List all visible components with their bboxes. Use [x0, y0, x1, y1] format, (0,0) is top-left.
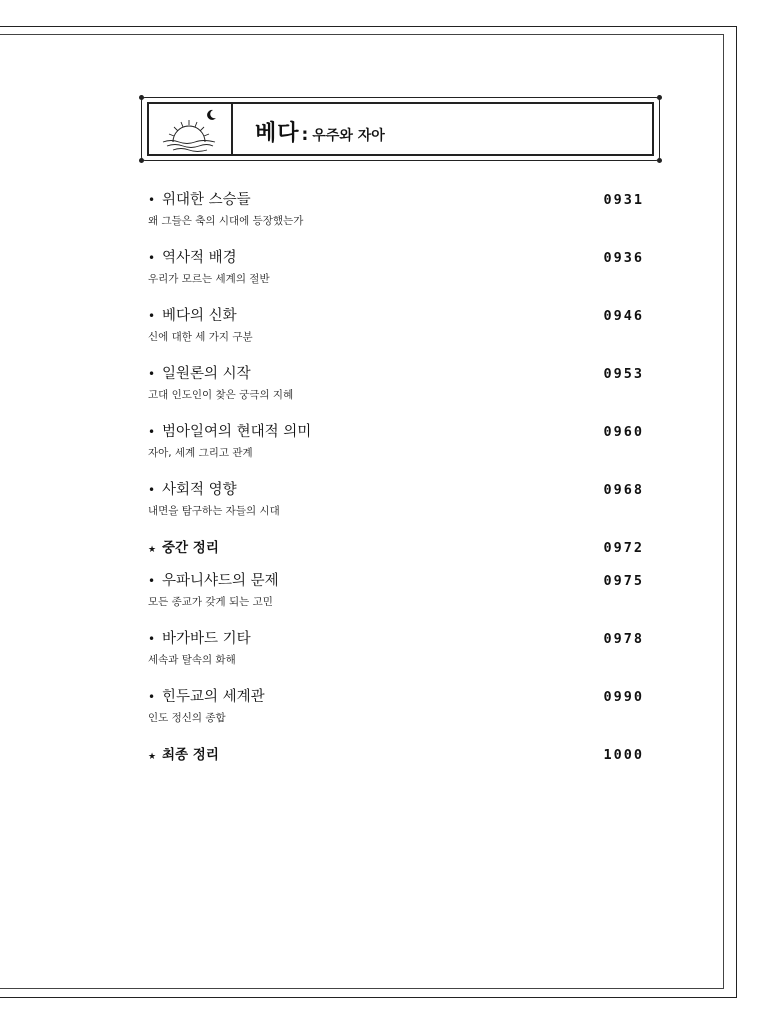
toc-page-number: 0968: [603, 482, 644, 498]
toc-entry[interactable]: [148, 743, 644, 765]
chapter-title-colon: :: [301, 125, 309, 145]
toc-page-number: 0972: [603, 540, 644, 556]
toc-entry-title: 베다의 신화: [162, 308, 237, 324]
toc-entry-left: [148, 478, 237, 499]
toc-entry[interactable]: [148, 246, 644, 285]
corner-ornament: [139, 158, 144, 163]
toc-entry-line: [148, 536, 644, 558]
toc-entry[interactable]: [148, 304, 644, 343]
toc-page-number: 0990: [603, 689, 644, 705]
chapter-header: [141, 97, 660, 161]
toc-entry-left: [148, 420, 311, 441]
toc-entry-left: [148, 627, 251, 648]
toc-entry-title: 바가바드 기타: [162, 631, 251, 647]
toc-entry-title: 역사적 배경: [162, 250, 237, 266]
toc-entry-subtitle: 자아, 세계 그리고 관계: [148, 447, 253, 459]
chapter-title-main: 베다: [255, 121, 300, 146]
toc-entry-line: [148, 420, 644, 442]
bullet-icon: •: [148, 574, 156, 588]
toc-entry[interactable]: [148, 627, 644, 666]
star-icon: ★: [148, 752, 157, 762]
toc-entry-line: [148, 188, 644, 210]
toc-entry-line: [148, 627, 644, 649]
toc-entry[interactable]: [148, 536, 644, 558]
bullet-icon: •: [148, 251, 156, 265]
corner-ornament: [139, 95, 144, 100]
toc-entry-title: 중간 정리: [162, 540, 219, 556]
bullet-icon: •: [148, 690, 156, 704]
toc-entry-line: [148, 362, 644, 384]
toc-entry-title: 일원론의 시작: [162, 366, 251, 382]
toc-entry-subtitle: 우리가 모르는 세계의 절반: [148, 273, 270, 285]
toc-entry-line: [148, 569, 644, 591]
toc-entry-subtitle: 모든 종교가 갖게 되는 고민: [148, 596, 273, 608]
toc-entry-left: [148, 743, 219, 763]
chapter-title: [255, 116, 385, 144]
header-inner-border: [147, 102, 654, 156]
chapter-subtitle: 우주와 자아: [312, 128, 385, 144]
toc-entry-line: [148, 743, 644, 765]
toc-entry-title: 위대한 스승들: [162, 192, 251, 208]
toc-entry-line: [148, 478, 644, 500]
toc-entry[interactable]: [148, 362, 644, 401]
toc-page-number: 0953: [603, 366, 644, 382]
sunrise-icon: [157, 106, 221, 152]
bullet-icon: •: [148, 425, 156, 439]
bullet-icon: •: [148, 483, 156, 497]
bullet-icon: •: [148, 309, 156, 323]
toc-entry[interactable]: [148, 478, 644, 517]
toc-entry-title: 범아일여의 현대적 의미: [162, 424, 312, 440]
toc-entry-left: [148, 362, 251, 383]
toc-page-number: 0931: [603, 192, 644, 208]
toc-entry-line: [148, 685, 644, 707]
bullet-icon: •: [148, 367, 156, 381]
star-icon: ★: [148, 545, 157, 555]
header-divider: [231, 102, 233, 156]
toc-entry-line: [148, 304, 644, 326]
toc-page-number: 0946: [603, 308, 644, 324]
toc-entry-subtitle: 고대 인도인이 찾은 궁극의 지혜: [148, 389, 294, 401]
toc-entry-left: [148, 685, 265, 706]
toc-entry-left: [148, 188, 251, 209]
toc-entry-line: [148, 246, 644, 268]
bullet-icon: •: [148, 193, 156, 207]
toc-entry[interactable]: [148, 188, 644, 227]
toc-entry-left: [148, 536, 219, 556]
toc-entry-title: 최종 정리: [162, 747, 219, 763]
toc-entry-subtitle: 내면을 탐구하는 자들의 시대: [148, 505, 280, 517]
toc-entry-left: [148, 304, 237, 325]
toc-entry-title: 사회적 영향: [162, 482, 237, 498]
corner-ornament: [657, 95, 662, 100]
toc-entry[interactable]: [148, 569, 644, 608]
toc-entry-subtitle: 인도 정신의 종합: [148, 712, 226, 724]
toc-entry[interactable]: [148, 685, 644, 724]
toc-entry-title: 힌두교의 세계관: [162, 689, 265, 705]
toc-page-number: 0960: [603, 424, 644, 440]
toc-page-number: 1000: [603, 747, 644, 763]
toc-entry-left: [148, 569, 279, 590]
toc-page-number: 0936: [603, 250, 644, 266]
toc-page-number: 0978: [603, 631, 644, 647]
toc-entry-title: 우파니샤드의 문제: [162, 573, 279, 589]
toc-entry[interactable]: [148, 420, 644, 459]
toc-entry-left: [148, 246, 237, 267]
toc-entry-subtitle: 신에 대한 세 가지 구분: [148, 331, 253, 343]
bullet-icon: •: [148, 632, 156, 646]
corner-ornament: [657, 158, 662, 163]
toc-entry-subtitle: 세속과 탈속의 화해: [148, 654, 236, 666]
toc-page-number: 0975: [603, 573, 644, 589]
toc-entry-subtitle: 왜 그들은 축의 시대에 등장했는가: [148, 215, 304, 227]
